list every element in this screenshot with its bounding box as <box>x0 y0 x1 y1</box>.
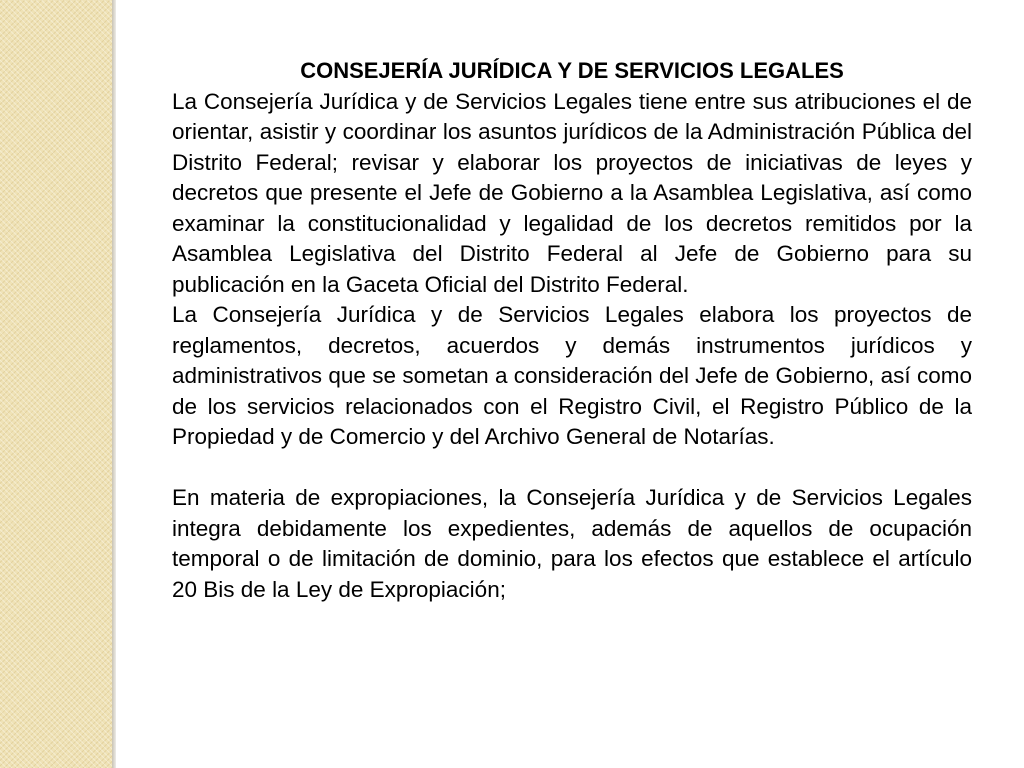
paragraph-atribuciones: La Consejería Jurídica y de Servicios Legales tiene entre sus atribuciones el de orientar, asistir y coordinar los asuntos jurídicos de la Administración Pública del Distrito Federal; revisar y elaborar los proyectos de iniciativas de leyes y decretos que presente el Jefe de Gobierno a la Asamblea Legislativa, así como examinar la constitucionalidad y legalidad de los decretos remitidos por la Asamblea Legislativa del Distrito Federal al Jefe de Gobierno para su publicación en la Gaceta Oficial del Distrito Federal. <box>172 88 972 297</box>
side-strip-edge <box>112 0 116 768</box>
paragraph-spacer <box>172 453 972 484</box>
decorative-side-strip <box>0 0 112 768</box>
slide-content <box>172 56 972 605</box>
slide-title: CONSEJERÍA JURÍDICA Y DE SERVICIOS LEGALES <box>300 58 844 83</box>
paragraph-expropiaciones: En materia de expropiaciones, la Consejería Jurídica y de Servicios Legales integra debidamente los expedientes, además de aquellos de ocupación temporal o de limitación de dominio, para los efectos que establece el artículo 20 Bis de la Ley de Expropiación; <box>172 485 972 602</box>
paragraph-proyectos: La Consejería Jurídica y de Servicios Legales elabora los proyectos de reglamentos, decretos, acuerdos y demás instrumentos jurídicos y administrativos que se sometan a consideración del Jefe de Gobierno, así como de los servicios relacionados con el Registro Civil, el Registro Público de la Propiedad y de Comercio y del Archivo General de Notarías. <box>172 302 972 449</box>
